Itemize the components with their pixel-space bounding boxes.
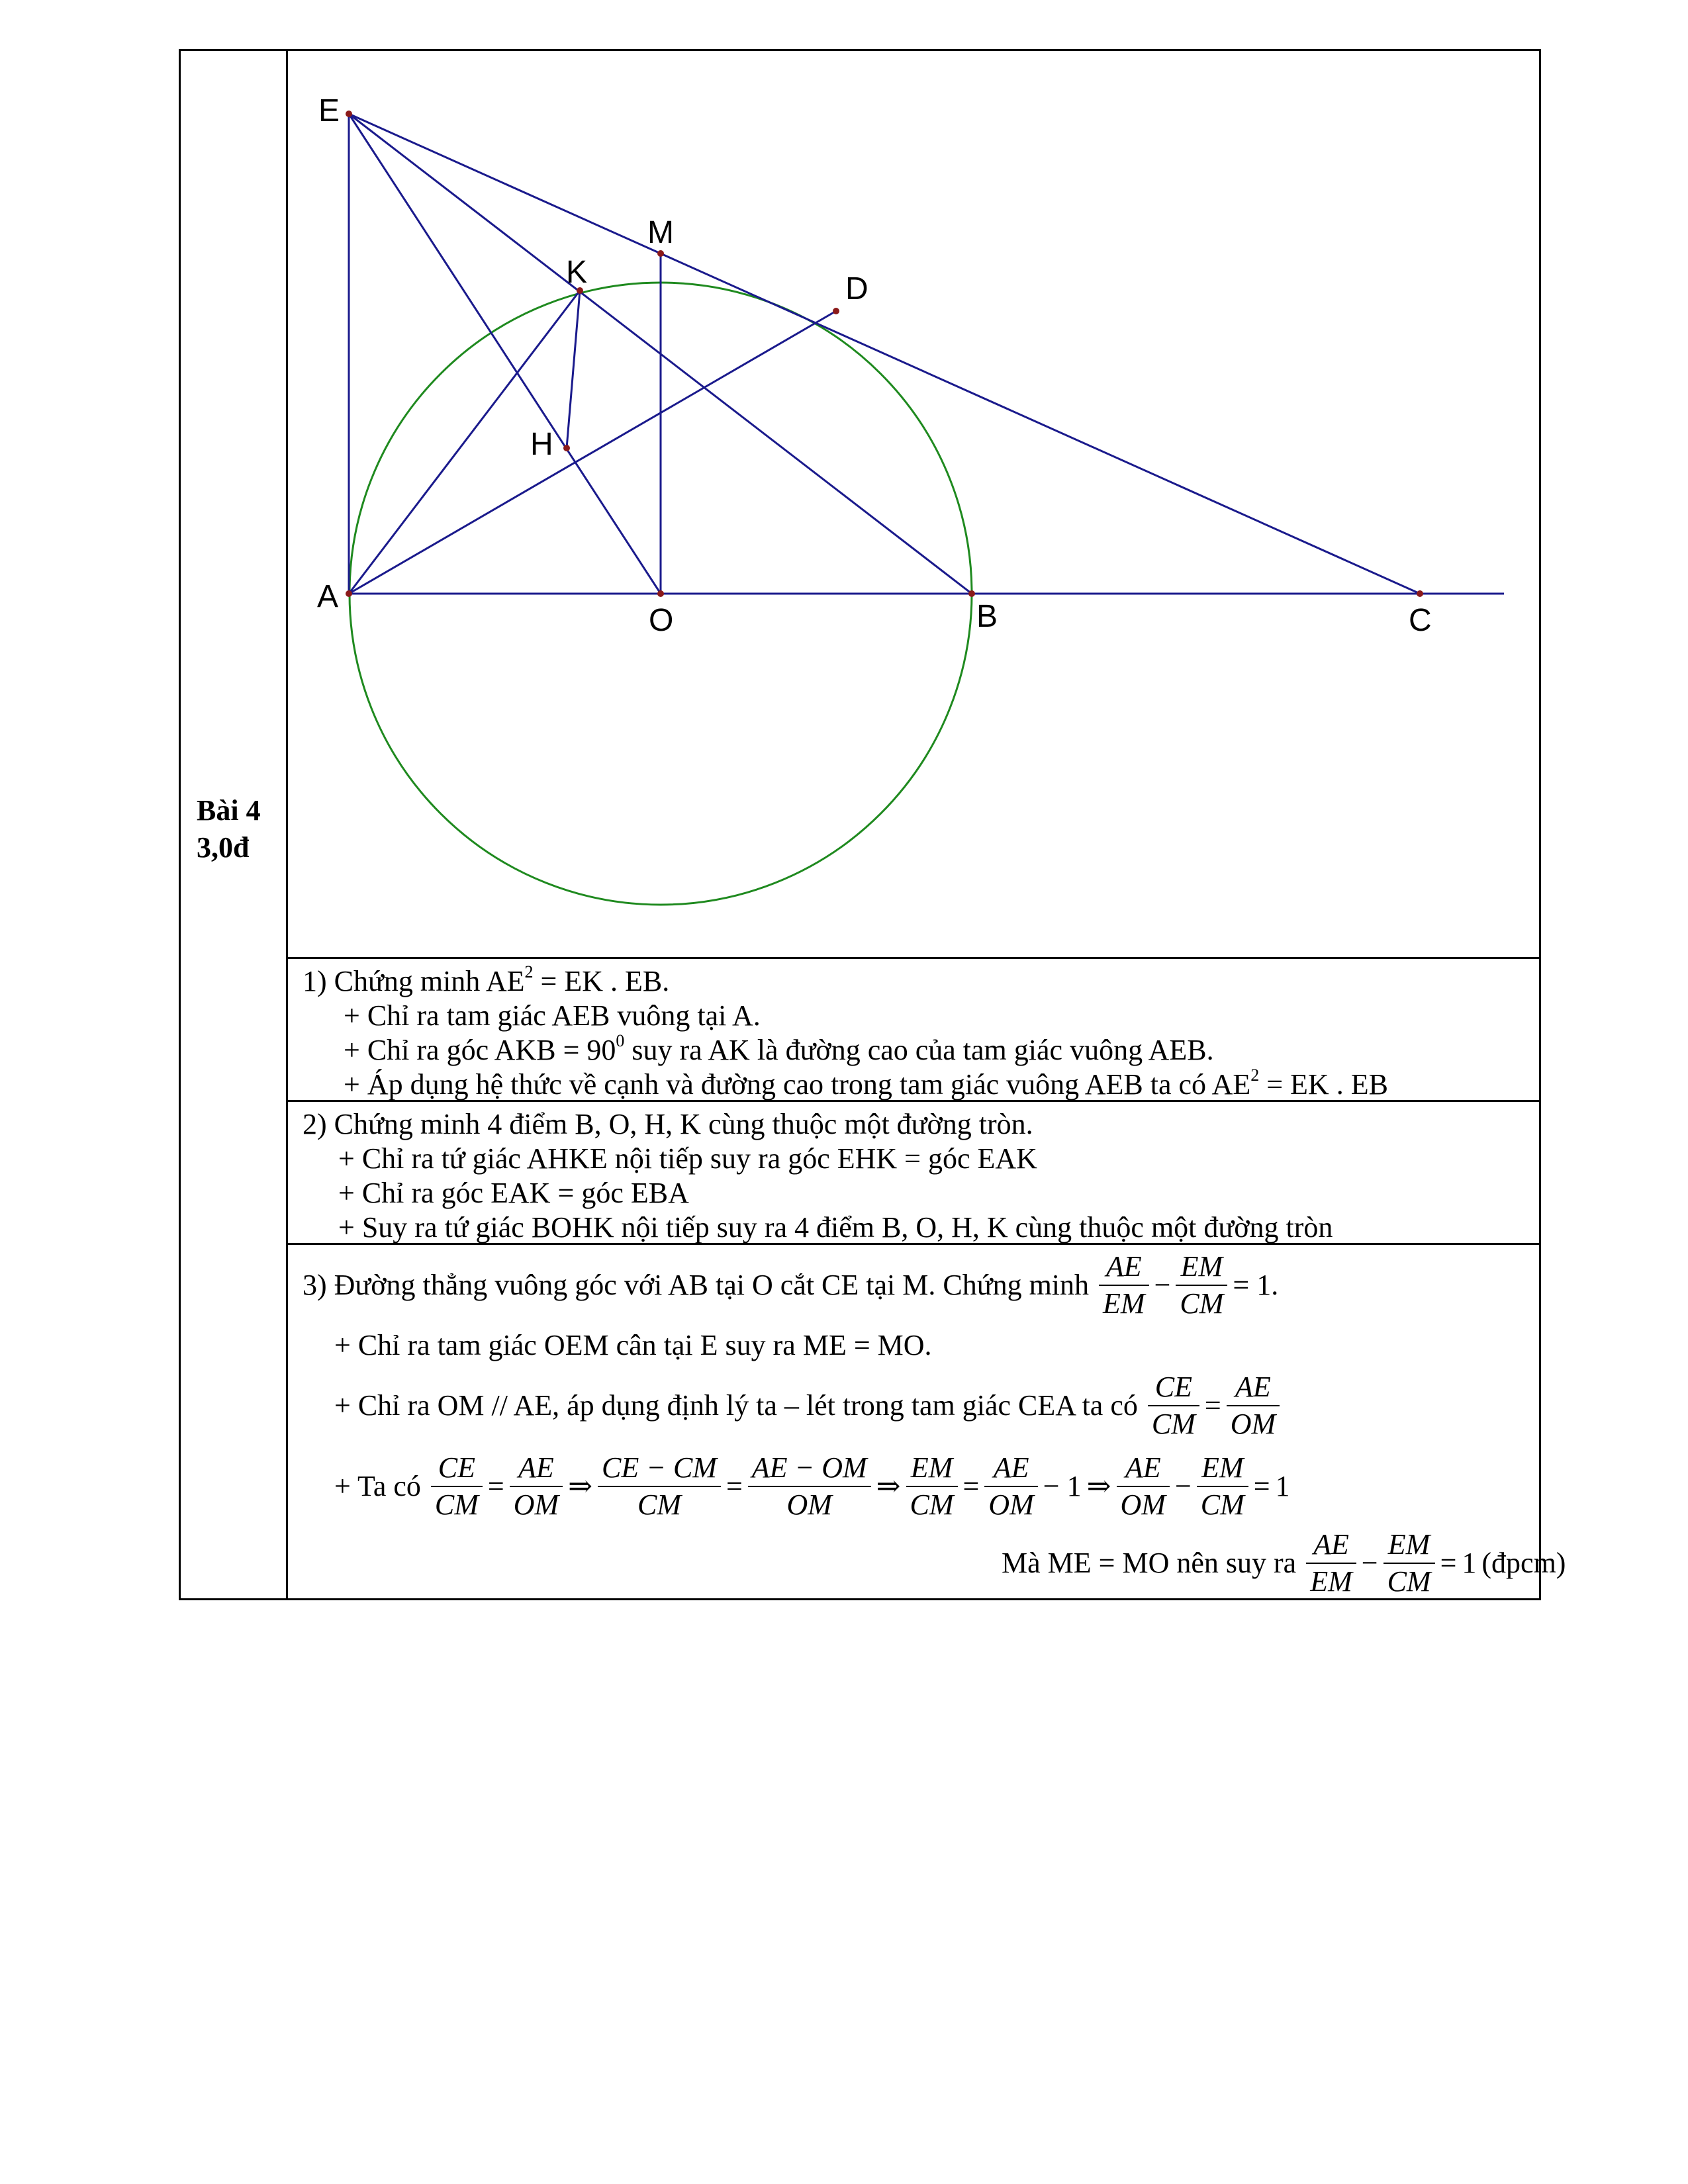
frac-EM-CM-3: $\frac{EM}{CM}$ xyxy=(1197,1450,1248,1523)
frac-CE-CM-2: $\frac{CE}{CM}$ xyxy=(431,1450,483,1523)
frac-EM-CM: $\frac{EM}{CM}$ xyxy=(1176,1249,1227,1322)
frac-AE-minus-OM: $\frac{AE - OM}{OM}$ xyxy=(748,1450,871,1523)
part-2-line-1: + Chỉ ra tứ giác AHKE nội tiếp suy ra góc EHK = góc EAK xyxy=(338,1142,1037,1175)
point-O xyxy=(657,590,664,597)
point-E xyxy=(346,111,352,117)
frac-CE-CM: $\frac{CE}{CM}$ xyxy=(1148,1369,1199,1442)
point-D xyxy=(833,308,839,314)
answer-table xyxy=(179,49,1566,1600)
figure-cell xyxy=(288,51,1539,959)
part-1-line-3: + Áp dụng hệ thức về cạnh và đường cao trong tam giác vuông AEB ta có $AE^2$ = EK . EB xyxy=(344,1066,1388,1101)
label-D: D xyxy=(845,271,868,306)
part-3-title: 3) Đường thẳng vuông góc với AB tại O cắt CE tại M. Chứng minh $\frac{AE}{EM}$ − $\frac{EM}{CM}$ = 1. xyxy=(303,1249,1281,1322)
frac-AE-EM: $\frac{AE}{EM}$ xyxy=(1099,1249,1149,1322)
label-M: M xyxy=(647,215,674,250)
frac-AE-EM-2: $\frac{AE}{EM}$ xyxy=(1306,1527,1356,1600)
segment-EO xyxy=(349,114,661,594)
segment-AD xyxy=(349,311,836,594)
part-2-line-2: + Chỉ ra góc EAK = góc EBA xyxy=(338,1177,689,1209)
point-A xyxy=(346,590,352,597)
part-2-title: 2) Chứng minh 4 điểm B, O, H, K cùng thuộc một đường tròn. xyxy=(303,1108,1033,1140)
frac-CE-minus-CM: $\frac{CE - CM}{CM}$ xyxy=(598,1450,721,1523)
problem-score: 3,0đ xyxy=(197,831,250,864)
part-3-line-2: + Chỉ ra OM // AE, áp dụng định lý ta – lét trong tam giác CEA ta có $\frac{CE}{CM}$ = $\frac{AE}{OM}$ xyxy=(334,1369,1282,1442)
geometry-figure xyxy=(288,51,1539,957)
part-1-title: 1) Chứng minh $AE^2$ = EK . EB. xyxy=(303,962,670,997)
point-B xyxy=(968,590,975,597)
segment-EC xyxy=(349,114,1420,594)
part-2-line-3: + Suy ra tứ giác BOHK nội tiếp suy ra 4 điểm B, O, H, K cùng thuộc một đường tròn xyxy=(338,1211,1333,1244)
part-3-line-1: + Chỉ ra tam giác OEM cân tại E suy ra ME = MO. xyxy=(334,1329,932,1361)
problem-label xyxy=(197,792,261,866)
part-1-line-1: + Chỉ ra tam giác AEB vuông tại A. xyxy=(344,999,761,1032)
part-1-line-2: + Chỉ ra góc AKB = $90^0$ suy ra AK là đường cao của tam giác vuông AEB. xyxy=(344,1031,1214,1066)
frac-AE-OM-4: $\frac{AE}{OM}$ xyxy=(1117,1450,1170,1523)
point-M xyxy=(657,250,664,257)
part-3-line-4: Mà ME = MO nên suy ra $\frac{AE}{EM}$ − $\frac{EM}{CM}$ = 1 (đpcm) xyxy=(1002,1527,1568,1600)
label-C: C xyxy=(1409,603,1432,638)
frac-AE-OM: $\frac{AE}{OM}$ xyxy=(1227,1369,1280,1442)
part-2-cell xyxy=(288,1102,1539,1245)
frac-EM-CM-2: $\frac{EM}{CM}$ xyxy=(906,1450,958,1523)
label-K: K xyxy=(566,255,588,290)
label-E: E xyxy=(318,93,340,128)
part-1-cell xyxy=(288,959,1539,1102)
label-O: O xyxy=(649,603,674,638)
label-B: B xyxy=(976,599,998,634)
segment-KH xyxy=(567,291,580,448)
left-column xyxy=(181,51,288,1598)
part-3-cell xyxy=(288,1245,1566,1600)
frac-EM-CM-4: $\frac{EM}{CM}$ xyxy=(1383,1527,1435,1600)
label-A: A xyxy=(317,579,339,614)
problem-number: Bài 4 xyxy=(197,794,261,827)
frac-AE-OM-2: $\frac{AE}{OM}$ xyxy=(510,1450,563,1523)
label-H: H xyxy=(530,427,553,462)
frac-AE-OM-3: $\frac{AE}{OM}$ xyxy=(984,1450,1037,1523)
point-C xyxy=(1417,590,1423,597)
point-H xyxy=(563,445,570,451)
part-3-line-3: + Ta có $\frac{CE}{CM}$ = $\frac{AE}{OM}$ ⇒ $\frac{CE - CM}{CM}$ = $\frac{AE - OM}{OM}$ ⇒ $\frac{EM}{CM}$ = $\frac{AE}{OM}$ − 1 ⇒ $\frac{AE}{OM}$ − $\frac{EM}{CM}$ = 1 xyxy=(334,1450,1293,1523)
